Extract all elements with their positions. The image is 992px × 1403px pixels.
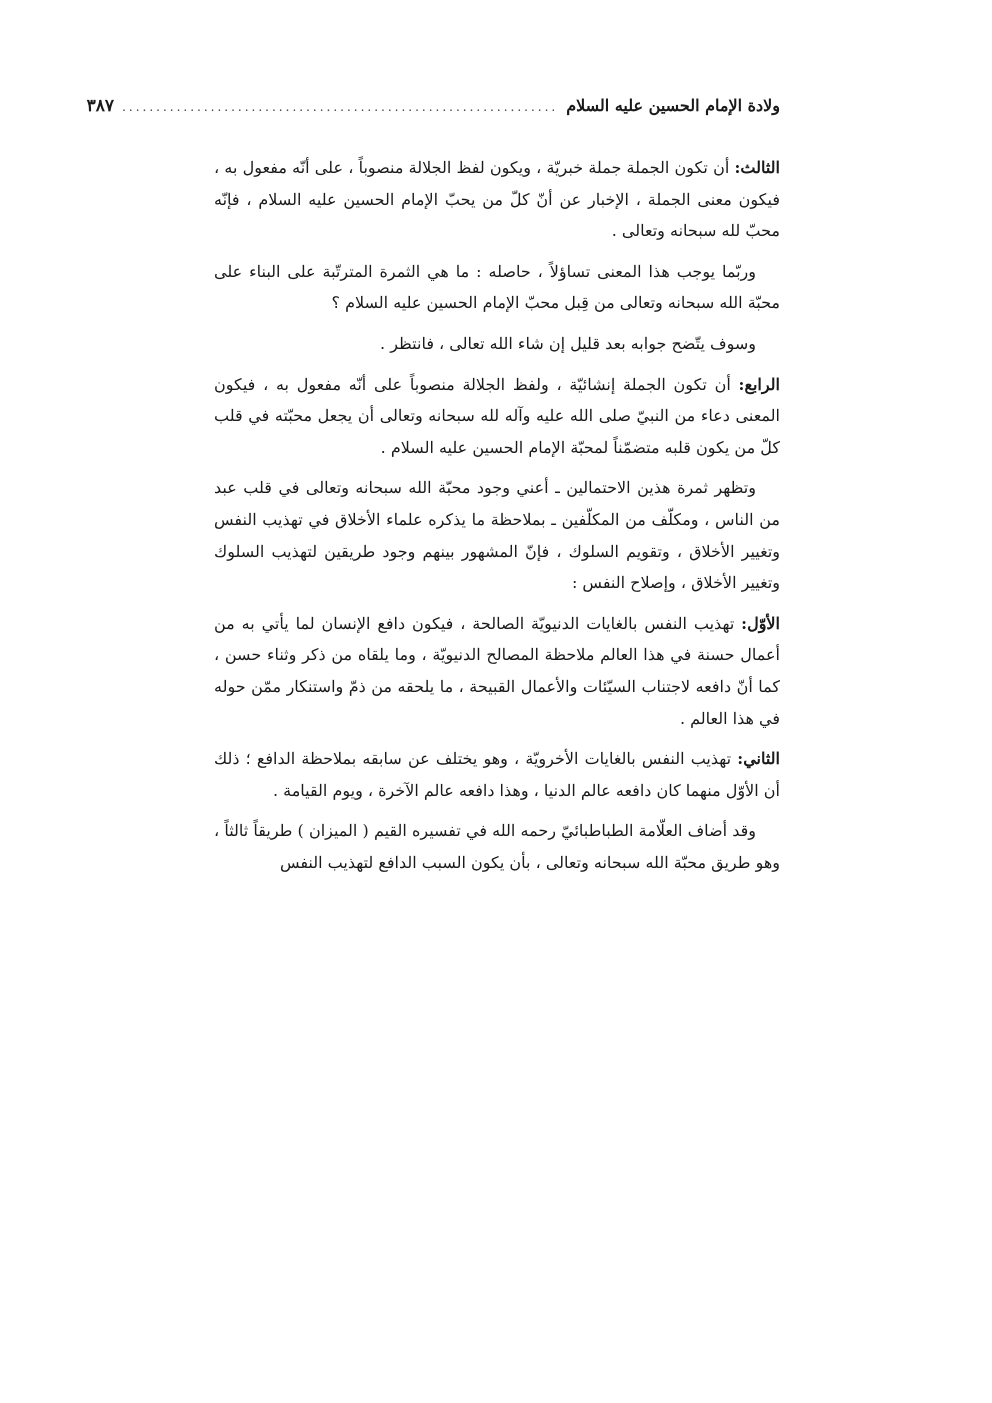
paragraph-text: أن تكون الجملة جملة خبريّة ، ويكون لفظ الجلالة منصوباً ، على أنّه مفعول به ، فيكون معنى الجملة ، الإخبار عن أنّ كلّ من يحبّ الإمام الحسين عليه السلام ، فإنّه محبّ لله سبحانه وتعالى . <box>214 158 780 241</box>
chapter-title: ولادة الإمام الحسين عليه السلام <box>566 96 780 115</box>
paragraph-third <box>214 152 780 247</box>
paragraph-text: تهذيب النفس بالغايات الدنيويّة الصالحة ، فيكون دافع الإنسان لما يأتي به من أعمال حسنة في هذا العالم ملاحظة المصالح الدنيويّة ، وما يلقاه من ذكر وثناء حسن ، كما أنّ دافعه لاجتناب السيّئات والأعمال القبيحة ، ما يلحقه من ذمّ واستنكار ممّن حوله في هذا العالم . <box>214 613 780 728</box>
paragraph-third-way <box>214 815 780 878</box>
paragraph-question <box>214 256 780 319</box>
paragraph-second-way <box>214 743 780 806</box>
paragraph-two-ways <box>214 472 780 598</box>
paragraph-text: وسوف يتّضح جوابه بعد قليل إن شاء الله تعالى ، فانتظر . <box>380 333 756 353</box>
paragraph-text: وربّما يوجب هذا المعنى تساؤلاً ، حاصله : ما هي الثمرة المترتّبة على البناء على محبّة الله سبحانه وتعالى من قِبل محبّ الإمام الحسين عليه السلام ؟ <box>214 261 780 313</box>
paragraph-fourth <box>214 369 780 464</box>
paragraph-lead: الثاني: <box>737 749 780 769</box>
page-number: ٣٨٧ <box>86 96 115 116</box>
paragraph-first-way <box>214 608 780 734</box>
paragraph-text: أن تكون الجملة إنشائيّة ، ولفظ الجلالة منصوباً على أنّه مفعول به ، فيكون المعنى دعاء من النبيّ صلى الله عليه وآله لله سبحانه وتعالى أن يجعل محبّته في قلب كلّ من يكون قلبه متضمّناً لمحبّة الإمام الحسين عليه السلام . <box>214 374 780 457</box>
paragraph-text: وقد أضاف العلّامة الطباطبائيّ رحمه الله في تفسيره القيم ( الميزان ) طريقاً ثالثاً ، وهو طريق محبّة الله سبحانه وتعالى ، بأن يكون السبب الدافع لتهذيب النفس <box>214 821 780 872</box>
paragraph-text: وتظهر ثمرة هذين الاحتمالين ـ أعني وجود محبّة الله سبحانه وتعالى في قلب عبد من الناس ، ومكلّف من المكلّفين ـ بملاحظة ما يذكره علماء الأخلاق في تهذيب النفس وتغيير الأخلاق ، وتقويم السلوك ، فإنّ المشهور بينهم وجود طريقين لتهذيب السلوك وتغيير الأخلاق ، وإصلاح النفس : <box>214 478 780 593</box>
paragraph-text: تهذيب النفس بالغايات الأخرويّة ، وهو يختلف عن سابقه بملاحظة الدافع ؛ ذلك أن الأوّل منهما كان دافعه عالم الدنيا ، وهذا دافعه عالم الآخرة ، ويوم القيامة . <box>214 749 780 800</box>
paragraph-lead: الأوّل: <box>741 613 780 633</box>
body-text <box>214 152 780 878</box>
paragraph-lead: الرابع: <box>738 374 780 394</box>
running-header <box>86 96 780 126</box>
leader-dots: ................................................................ <box>122 100 559 114</box>
paragraph-wait <box>214 328 780 360</box>
paragraph-lead: الثالث: <box>734 158 780 177</box>
book-page <box>86 96 780 887</box>
